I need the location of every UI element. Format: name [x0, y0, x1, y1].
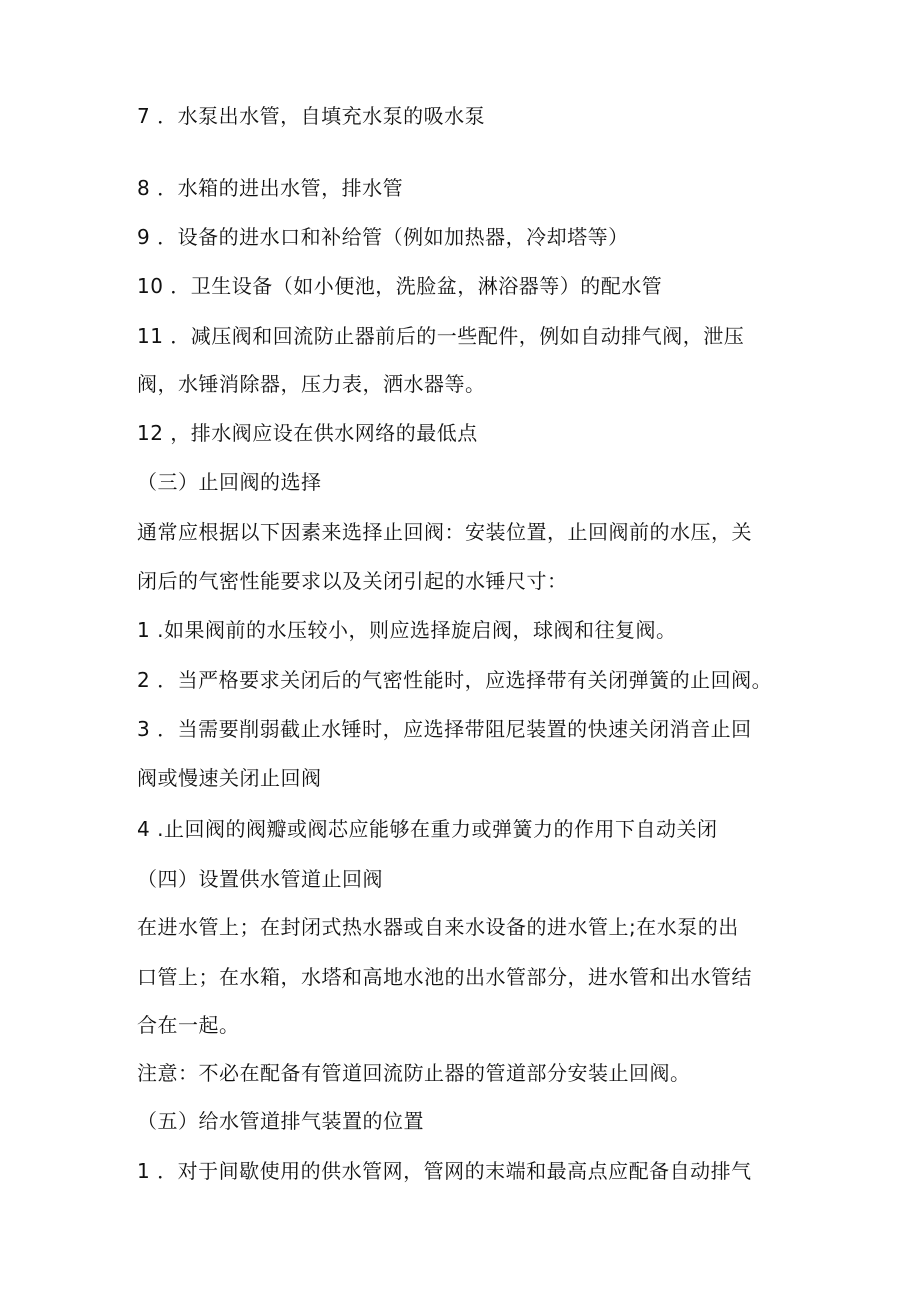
list-item-8: 8 ．水箱的进出水管，排水管 — [137, 176, 404, 200]
list-item-3: 3 ．当需要削弱截止水锤时，应选择带阻尼装置的快速关闭消音止回 — [137, 717, 752, 741]
list-item-1: 1 .如果阀前的水压较小，则应选择旋启阀，球阀和往复阀。 — [137, 618, 677, 642]
list-item-3-continued: 阀或慢速关闭止回阀 — [137, 766, 322, 790]
section-heading-5: （五）给水管道排气装置的位置 — [137, 1109, 424, 1133]
section-heading-4: （四）设置供水管道止回阀 — [137, 867, 383, 891]
paragraph-line: 闭后的气密性能要求以及关闭引起的水锤尺寸： — [137, 569, 568, 593]
section-heading-3: （三）止回阀的选择 — [137, 470, 322, 494]
list-item-7: 7 ．水泵出水管，自填充水泵的吸水泵 — [137, 104, 486, 128]
list-item-11: 11 ．减压阀和回流防止器前后的一些配件，例如自动排气阀，泄压 — [137, 324, 745, 348]
paragraph-line: 通常应根据以下因素来选择止回阀：安装位置，止回阀前的水压，关 — [137, 520, 752, 544]
list-item-9: 9 ．设备的进水口和补给管（例如加热器，冷却塔等） — [137, 225, 629, 249]
list-item-1: 1 ．对于间歇使用的供水管网，管网的末端和最高点应配备自动排气 — [137, 1159, 752, 1183]
list-item-10: 10 ．卫生设备（如小便池，洗脸盆，淋浴器等）的配水管 — [137, 274, 663, 298]
paragraph-line: 合在一起。 — [137, 1013, 240, 1037]
list-item-2: 2 ．当严格要求关闭后的气密性能时，应选择带有关闭弹簧的止回阀。 — [137, 668, 773, 692]
list-item-11-continued: 阀，水锤消除器，压力表，洒水器等。 — [137, 372, 486, 396]
paragraph-line: 口管上；在水箱，水塔和高地水池的出水管部分，进水管和出水管结 — [137, 965, 752, 989]
list-item-12: 12 ，排水阀应设在供水网络的最低点 — [137, 421, 478, 445]
note-line: 注意：不必在配备有管道回流防止器的管道部分安装止回阀。 — [137, 1061, 691, 1085]
paragraph-line: 在进水管上；在封闭式热水器或自来水设备的进水管上;在水泵的出 — [137, 915, 739, 939]
list-item-4: 4 .止回阀的阀瓣或阀芯应能够在重力或弹簧力的作用下自动关闭 — [137, 817, 718, 841]
